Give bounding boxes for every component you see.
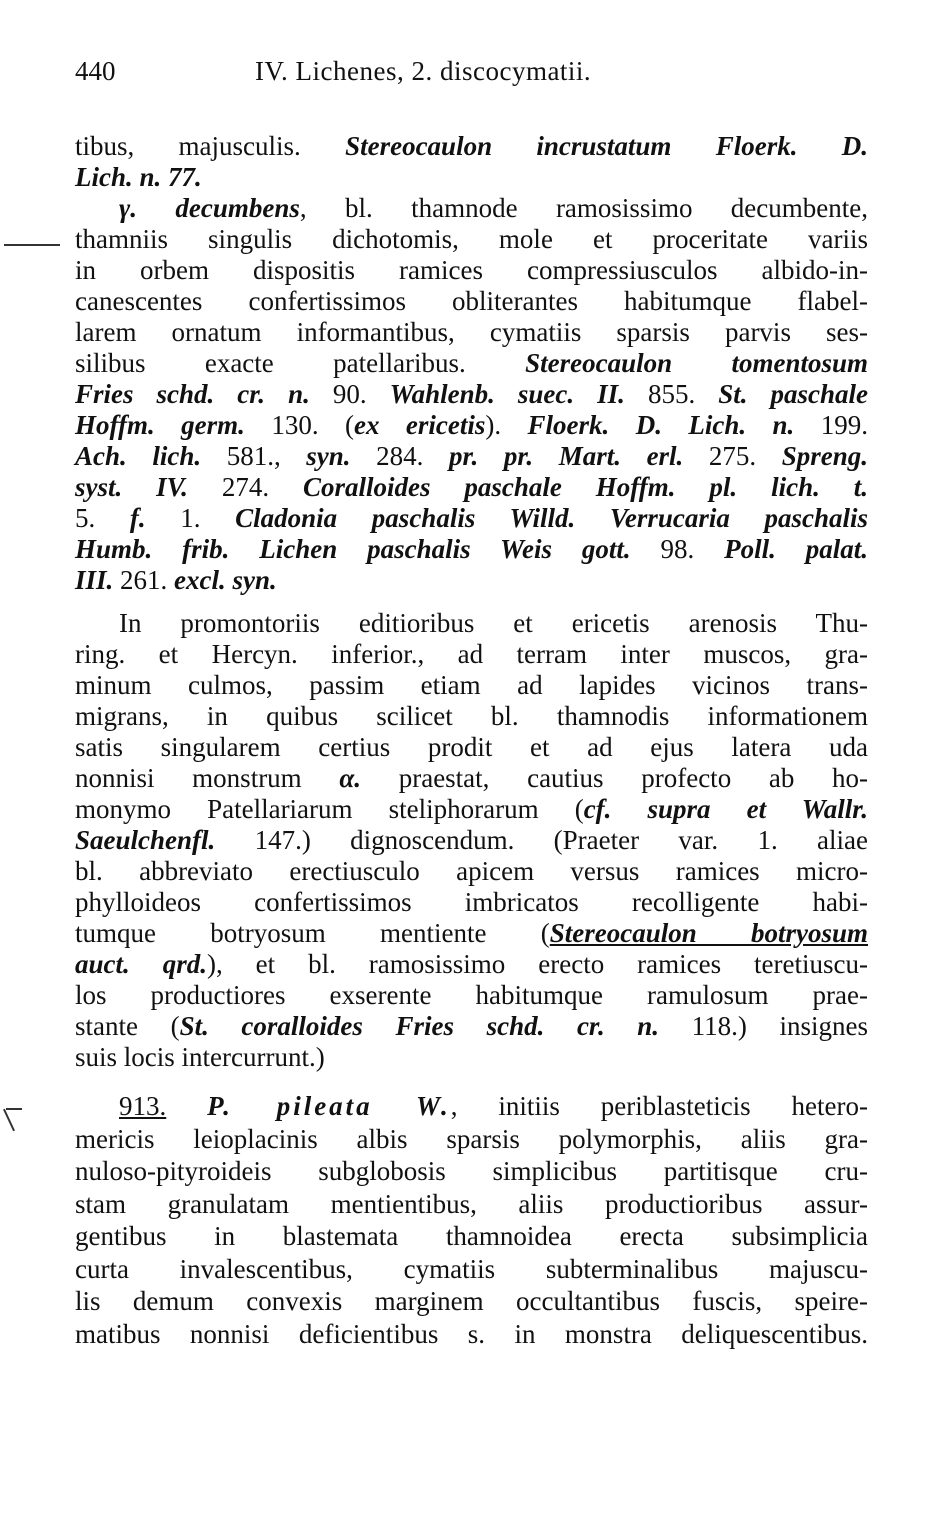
- italic-citation: f.: [129, 503, 146, 533]
- text-line: [75, 670, 868, 701]
- italic-citation: excl. syn.: [174, 565, 277, 595]
- text-run: ring. et Hercyn. inferior., ad terram inter muscos, gra-: [75, 639, 868, 669]
- text-run: minum culmos, passim etiam ad lapides vicinos trans-: [75, 670, 868, 700]
- text-run: nonnisi monstrum: [75, 763, 340, 793]
- text-line: [75, 1188, 868, 1221]
- text-run: 130. (: [244, 410, 354, 440]
- italic-citation: Stereocaulon incrustatum Floerk. D.: [345, 131, 868, 161]
- margin-pencil-mark: [3, 1109, 15, 1132]
- text-line: [75, 131, 868, 162]
- text-run: 274.: [187, 472, 303, 502]
- text-run: 261.: [113, 565, 175, 595]
- text-run: monymo Patellariarum steliphorarum (: [75, 794, 584, 824]
- paragraph-species-913: [75, 1090, 868, 1350]
- italic-citation: Stereocaulon tomentosum: [525, 348, 868, 378]
- text-run: curta invalescentibus, cymatiis subterminalibus majuscu-: [75, 1253, 868, 1284]
- italic-citation: γ. decumbens: [119, 193, 300, 223]
- italic-citation: Poll. palat.: [724, 534, 869, 564]
- text-run: 118.) insignes: [659, 1011, 868, 1041]
- italic-citation: Ach. lich.: [75, 441, 202, 471]
- text-run: 147.) dignoscendum. (Praeter var. 1. aliae: [215, 825, 868, 855]
- italic-citation: Humb. frib. Lichen paschalis Weis gott.: [75, 534, 631, 564]
- italic-citation: α.: [339, 763, 362, 793]
- text-run: 855.: [624, 379, 719, 409]
- text-line: [75, 1220, 868, 1253]
- italic-citation: Saeulchenfl.: [75, 825, 216, 855]
- species-number: 913.: [119, 1091, 167, 1121]
- text-run: nuloso-pityroideis subglobosis simplicibus partitisque cru-: [75, 1156, 868, 1186]
- text-line: [75, 918, 868, 949]
- text-line: [75, 1253, 868, 1286]
- text-run: 275.: [683, 441, 782, 471]
- text-line: [75, 317, 868, 348]
- text-line: [75, 856, 868, 887]
- text-run: satis singularem certius prodit et ad ejus latera uda: [75, 732, 868, 762]
- text-run: 98.: [630, 534, 725, 564]
- text-run: ).: [485, 410, 528, 440]
- text-run: tumque botryosum mentiente (: [75, 918, 550, 948]
- text-line: [75, 1285, 868, 1318]
- text-line: [75, 224, 868, 255]
- text-run: , bl. thamnode ramosissimo decumbente,: [299, 193, 868, 223]
- italic-citation: ex ericetis: [354, 410, 486, 440]
- text-run: phylloideos confertissimos imbricatos recolligente habi-: [75, 887, 868, 917]
- text-run: In promontoriis editioribus et ericetis arenosis Thu-: [119, 608, 868, 638]
- text-run: suis locis intercurrunt.): [75, 1042, 325, 1072]
- text-run: 284.: [350, 441, 449, 471]
- text-run: in orbem dispositis ramices compressiusculos albido-in-: [75, 255, 868, 285]
- italic-citation: St. coralloides Fries schd. cr. n.: [179, 1011, 660, 1041]
- text-run: larem ornatum informantibus, cymatiis sparsis parvis ses-: [75, 317, 868, 347]
- text-run: 581.,: [201, 441, 307, 471]
- text-line: [75, 503, 868, 534]
- italic-citation: Hoffm. germ.: [75, 410, 245, 440]
- text-line: [75, 794, 868, 825]
- text-line: [75, 1011, 868, 1042]
- text-line: [75, 608, 868, 639]
- text-line: [75, 410, 868, 441]
- italic-citation: Wahlenb. suec. II.: [389, 379, 625, 409]
- text-run: praestat, cautius profecto ab ho-: [361, 763, 869, 793]
- text-line: [75, 441, 868, 472]
- paragraph-habitat: [75, 608, 868, 1073]
- text-run: 5.: [75, 503, 130, 533]
- text-line: [75, 565, 868, 596]
- text-line: [75, 472, 868, 503]
- page-number: 440: [75, 56, 116, 86]
- text-line: [75, 949, 868, 980]
- text-line: [75, 1123, 868, 1156]
- italic-citation: Cladonia paschalis Willd. Verrucaria paschalis: [235, 503, 869, 533]
- text-run: los productiores exserente habitumque ramulosum prae-: [75, 980, 868, 1010]
- text-run: 199.: [794, 410, 868, 440]
- species-name: P. pileata W.: [207, 1091, 451, 1121]
- text-line: [75, 379, 868, 410]
- italic-citation: syst. IV.: [75, 472, 188, 502]
- text-run: migrans, in quibus scilicet bl. thamnodis informationem: [75, 701, 868, 731]
- margin-pencil-mark: [6, 1108, 22, 1110]
- text-run: stante (: [75, 1011, 180, 1041]
- text-line: [75, 825, 868, 856]
- italic-citation: St. paschale: [718, 379, 868, 409]
- text-run: thamniis singulis dichotomis, mole et proceritate variis: [75, 224, 868, 254]
- italic-citation: Lich. n. 77.: [75, 162, 202, 192]
- italic-citation: cf. supra et Wallr.: [583, 794, 868, 824]
- italic-citation: auct. qrd.: [75, 949, 207, 979]
- italic-citation: syn.: [306, 441, 351, 471]
- text-line: [75, 639, 868, 670]
- text-line: [75, 980, 868, 1011]
- text-run: tibus, majusculis.: [75, 131, 346, 161]
- text-run: 90.: [309, 379, 390, 409]
- text-line: [75, 732, 868, 763]
- text-run: matibus nonnisi deficientibus s. in monstra deliquescentibus.: [75, 1318, 868, 1349]
- text-line: [75, 1155, 868, 1188]
- text-run: ), et bl. ramosissimo erecto ramices teretiuscu-: [206, 949, 868, 979]
- text-run: lis demum convexis marginem occultantibus fuscis, speire-: [75, 1286, 868, 1316]
- text-line: [75, 286, 868, 317]
- italic-citation: III.: [75, 565, 114, 595]
- text-line: [75, 534, 868, 565]
- text-line: [75, 887, 868, 918]
- text-run: silibus exacte patellaribus.: [75, 348, 526, 378]
- text-run: canescentes confertissimos obliterantes habitumque flabel-: [75, 286, 868, 316]
- text-line: [75, 255, 868, 286]
- text-run: , initiis periblasteticis hetero-: [450, 1091, 868, 1121]
- margin-pencil-mark: [4, 244, 60, 246]
- text-line: [75, 193, 868, 224]
- text-line: [75, 1042, 868, 1073]
- text-line: [75, 701, 868, 732]
- italic-citation: Spreng.: [781, 441, 869, 471]
- text-line: [75, 763, 868, 794]
- page-header: [75, 56, 868, 90]
- italic-citation: Coralloides paschale Hoffm. pl. lich. t.: [302, 472, 868, 502]
- text-run: stam granulatam mentientibus, aliis productioribus assur-: [75, 1188, 868, 1219]
- text-run: mericis leioplacinis albis sparsis polymorphis, aliis gra-: [75, 1123, 868, 1154]
- italic-citation: Fries schd. cr. n.: [75, 379, 310, 409]
- text-run: 1.: [145, 503, 236, 533]
- text-line: [75, 162, 868, 193]
- text-line: [75, 1090, 868, 1123]
- running-title: IV. Lichenes, 2. discocymatii.: [255, 56, 592, 86]
- italic-citation: Floerk. D. Lich. n.: [527, 410, 795, 440]
- text-line: [75, 1318, 868, 1351]
- text-run: [166, 1091, 207, 1121]
- paragraph-variety-decumbens: [75, 131, 868, 596]
- italic-citation: pr. pr. Mart. erl.: [449, 441, 684, 471]
- text-run: bl. abbreviato erectiusculo apicem versus ramices micro-: [75, 856, 868, 886]
- underlined-citation: Stereocaulon botryosum: [549, 918, 869, 948]
- text-line: [75, 348, 868, 379]
- text-run: gentibus in blastemata thamnoidea erecta subsimplicia: [75, 1221, 868, 1251]
